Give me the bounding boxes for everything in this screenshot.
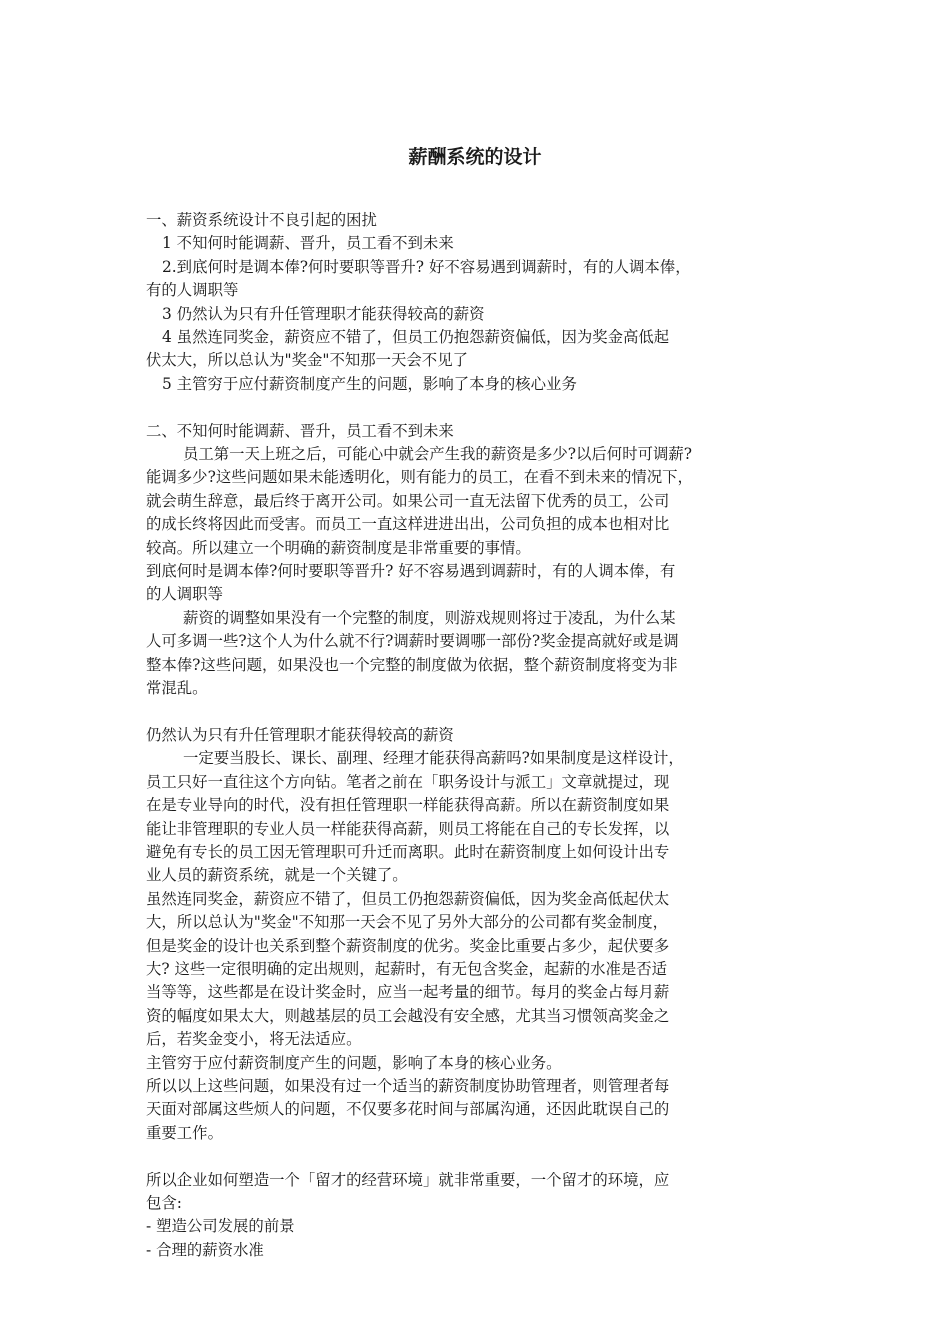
section-heading: 仍然认为只有升任管理职才能获得较高的薪资 bbox=[146, 725, 454, 744]
paragraph-line: 一定要当股长、课长、副理、经理才能获得高薪吗?如果制度是这样设计， bbox=[183, 749, 684, 768]
paragraph-line: 整本俸?这些问题，如果没也一个完整的制度做为依据，整个薪资制度将变为非 bbox=[146, 655, 678, 674]
paragraph-line: 在是专业导向的时代，没有担任管理职一样能获得高薪。所以在薪资制度如果 bbox=[146, 796, 670, 815]
paragraph-line: 重要工作。 bbox=[146, 1123, 223, 1142]
paragraph-line: 到底何时是调本俸?何时要职等晋升? 好不容易遇到调薪时，有的人调本俸，有 bbox=[146, 562, 676, 581]
paragraph-line: 所以企业如何塑造一个「留才的经营环境」就非常重要，一个留才的环境，应 bbox=[146, 1170, 670, 1189]
list-item: 1 不知何时能调薪、晋升，员工看不到未来 bbox=[162, 234, 454, 253]
paragraph-line: 常混乱。 bbox=[146, 679, 208, 698]
paragraph-line: 但是奖金的设计也关系到整个薪资制度的优劣。奖金比重要占多少，起伏要多 bbox=[146, 936, 670, 955]
paragraph-line: 大，所以总认为"奖金"不知那一天会不见了另外大部分的公司都有奖金制度， bbox=[146, 913, 669, 932]
list-item: 4 虽然连同奖金，薪资应不错了，但员工仍抱怨薪资偏低，因为奖金高低起 bbox=[162, 328, 670, 347]
paragraph-line: 能调多少?这些问题如果未能透明化，则有能力的员工，在看不到未来的情况下， bbox=[146, 468, 693, 487]
page-title: 薪酬系统的设计 bbox=[408, 146, 542, 168]
paragraph-line: 天面对部属这些烦人的问题，不仅要多花时间与部属沟通，还因此耽误自己的 bbox=[146, 1100, 670, 1119]
bullet-item: - 合理的薪资水准 bbox=[146, 1240, 264, 1259]
paragraph-line: 能让非管理职的专业人员一样能获得高薪，则员工将能在自己的专长发挥，以 bbox=[146, 819, 670, 838]
paragraph-line: 资的幅度如果太大，则越基层的员工会越没有安全感，尤其当习惯领高奖金之 bbox=[146, 1006, 670, 1025]
paragraph-line: 包含: bbox=[146, 1194, 182, 1213]
list-item-continuation: 伏太大，所以总认为"奖金"不知那一天会不见了 bbox=[146, 351, 468, 370]
paragraph-line: 就会萌生辞意，最后终于离开公司。如果公司一直无法留下优秀的员工，公司 bbox=[146, 491, 670, 510]
list-item-continuation: 有的人调职等 bbox=[146, 281, 239, 300]
document-body bbox=[146, 209, 814, 1262]
paragraph-line: 人可多调一些?这个人为什么就不行?调薪时要调哪一部份?奖金提高就好或是调 bbox=[146, 632, 679, 651]
spacer bbox=[146, 701, 814, 724]
bullet-item: - 塑造公司发展的前景 bbox=[146, 1217, 295, 1236]
paragraph-line: 较高。所以建立一个明确的薪资制度是非常重要的事情。 bbox=[146, 538, 531, 557]
paragraph-line: 员工第一天上班之后，可能心中就会产生我的薪资是多少?以后何时可调薪? bbox=[183, 445, 693, 464]
paragraph-line: 员工只好一直往这个方向钻。笔者之前在「职务设计与派工」文章就提过，现 bbox=[146, 772, 670, 791]
paragraph-line: 主管穷于应付薪资制度产生的问题，影响了本身的核心业务。 bbox=[146, 1053, 562, 1072]
list-item: 5 主管穷于应付薪资制度产生的问题，影响了本身的核心业务 bbox=[162, 374, 577, 393]
paragraph-line: 薪资的调整如果没有一个完整的制度，则游戏规则将过于凌乱，为什么某 bbox=[183, 608, 676, 627]
list-item: 3 仍然认为只有升任管理职才能获得较高的薪资 bbox=[162, 304, 485, 323]
paragraph-line: 大? 这些一定很明确的定出规则，起薪时，有无包含奖金，起薪的水准是否适 bbox=[146, 959, 668, 978]
section-heading: 二、不知何时能调薪、晋升，员工看不到未来 bbox=[146, 421, 454, 440]
list-item: 2.到底何时是调本俸?何时要职等晋升? 好不容易遇到调薪时，有的人调本俸， bbox=[162, 257, 691, 276]
paragraph-line: 避免有专长的员工因无管理职可升迁而离职。此时在薪资制度上如何设计出专 bbox=[146, 842, 670, 861]
paragraph-line: 业人员的薪资系统，就是一个关键了。 bbox=[146, 866, 408, 885]
spacer bbox=[146, 396, 814, 419]
paragraph-line: 的人调职等 bbox=[146, 585, 223, 604]
paragraph-line: 虽然连同奖金，薪资应不错了，但员工仍抱怨薪资偏低，因为奖金高低起伏太 bbox=[146, 889, 670, 908]
paragraph-line: 当等等，这些都是在设计奖金时，应当一起考量的细节。每月的奖金占每月薪 bbox=[146, 983, 670, 1002]
spacer bbox=[146, 1145, 814, 1168]
paragraph-line: 后，若奖金变小，将无法适应。 bbox=[146, 1030, 362, 1049]
section-heading: 一、薪资系统设计不良引起的困扰 bbox=[146, 211, 377, 229]
paragraph-line: 的成长终将因此而受害。而员工一直这样进进出出，公司负担的成本也相对比 bbox=[146, 515, 670, 534]
paragraph-line: 所以以上这些问题，如果没有过一个适当的薪资制度协助管理者，则管理者每 bbox=[146, 1077, 670, 1095]
